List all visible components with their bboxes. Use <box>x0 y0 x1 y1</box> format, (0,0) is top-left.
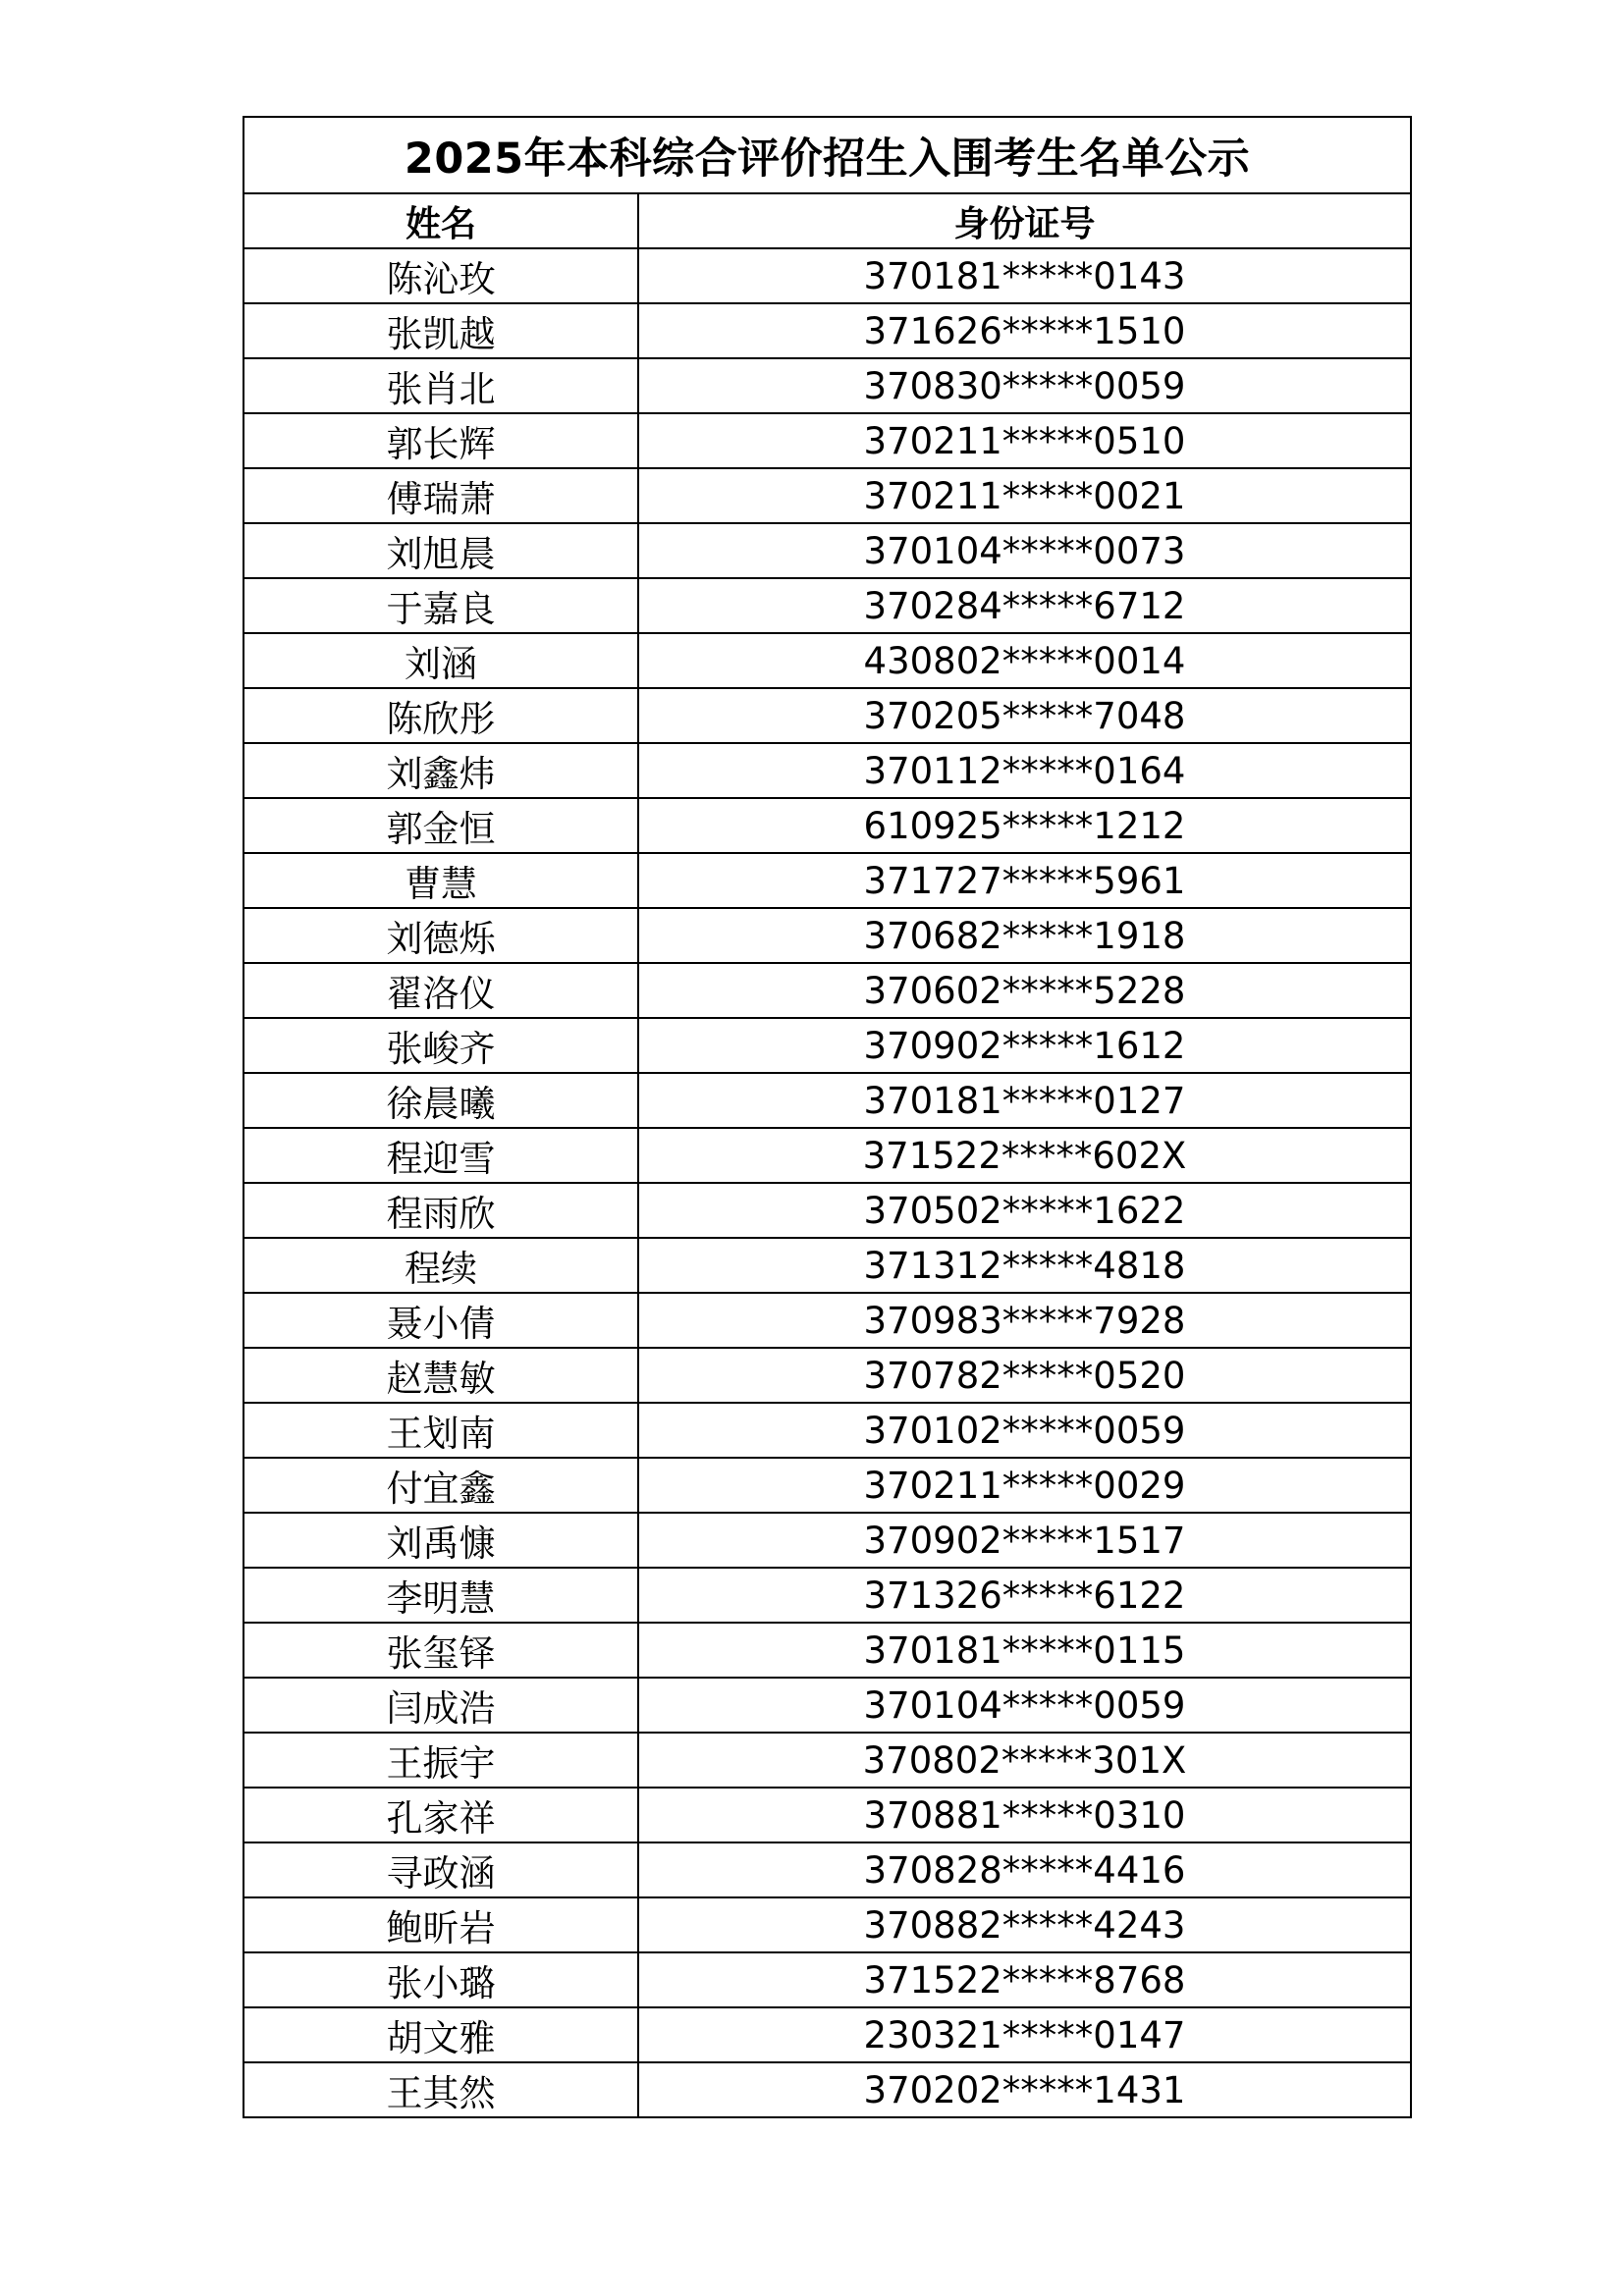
table-row <box>243 358 1411 413</box>
column-header-id: 身份证号 <box>638 193 1411 248</box>
table-row <box>243 1238 1411 1293</box>
cell-id-number: 370112*****0164 <box>638 743 1411 798</box>
cell-id-number: 370211*****0021 <box>638 468 1411 523</box>
cell-id-number: 370802*****301X <box>638 1733 1411 1788</box>
cell-name: 程雨欣 <box>243 1183 638 1238</box>
table-row <box>243 1348 1411 1403</box>
cell-name: 张玺铎 <box>243 1623 638 1678</box>
cell-name: 胡文雅 <box>243 2007 638 2062</box>
cell-name: 王振宇 <box>243 1733 638 1788</box>
cell-name: 张凯越 <box>243 303 638 358</box>
table-body <box>243 248 1411 2117</box>
cell-id-number: 370211*****0510 <box>638 413 1411 468</box>
cell-id-number: 430802*****0014 <box>638 633 1411 688</box>
table-row <box>243 1678 1411 1733</box>
cell-id-number: 370602*****5228 <box>638 963 1411 1018</box>
cell-name: 刘旭晨 <box>243 523 638 578</box>
cell-id-number: 370502*****1622 <box>638 1183 1411 1238</box>
table-row <box>243 1733 1411 1788</box>
table-row <box>243 908 1411 963</box>
cell-name: 程迎雪 <box>243 1128 638 1183</box>
table-row <box>243 1293 1411 1348</box>
cell-id-number: 370211*****0029 <box>638 1458 1411 1513</box>
cell-id-number: 610925*****1212 <box>638 798 1411 853</box>
table-row <box>243 1788 1411 1842</box>
table-row <box>243 1568 1411 1623</box>
table-row <box>243 1623 1411 1678</box>
table-row <box>243 1513 1411 1568</box>
table-row <box>243 1403 1411 1458</box>
table-row <box>243 248 1411 303</box>
cell-name: 赵慧敏 <box>243 1348 638 1403</box>
cell-name: 傅瑞萧 <box>243 468 638 523</box>
cell-name: 曹慧 <box>243 853 638 908</box>
table-row <box>243 1897 1411 1952</box>
table-row <box>243 688 1411 743</box>
table-row <box>243 2062 1411 2117</box>
table-row <box>243 1073 1411 1128</box>
table-row <box>243 303 1411 358</box>
cell-id-number: 370181*****0127 <box>638 1073 1411 1128</box>
cell-name: 翟洛仪 <box>243 963 638 1018</box>
cell-name: 鲍昕岩 <box>243 1897 638 1952</box>
cell-id-number: 370102*****0059 <box>638 1403 1411 1458</box>
cell-id-number: 370181*****0115 <box>638 1623 1411 1678</box>
cell-name: 李明慧 <box>243 1568 638 1623</box>
cell-name: 徐晨曦 <box>243 1073 638 1128</box>
cell-id-number: 370181*****0143 <box>638 248 1411 303</box>
cell-id-number: 370202*****1431 <box>638 2062 1411 2117</box>
cell-name: 寻政涵 <box>243 1842 638 1897</box>
cell-id-number: 371326*****6122 <box>638 1568 1411 1623</box>
cell-id-number: 371727*****5961 <box>638 853 1411 908</box>
cell-name: 闫成浩 <box>243 1678 638 1733</box>
table-row <box>243 633 1411 688</box>
cell-id-number: 371522*****602X <box>638 1128 1411 1183</box>
cell-name: 张肖北 <box>243 358 638 413</box>
cell-name: 王划南 <box>243 1403 638 1458</box>
table-row <box>243 1458 1411 1513</box>
table-row <box>243 1018 1411 1073</box>
table-row <box>243 1952 1411 2007</box>
cell-name: 孔家祥 <box>243 1788 638 1842</box>
table-row <box>243 523 1411 578</box>
cell-name: 王其然 <box>243 2062 638 2117</box>
cell-name: 张小璐 <box>243 1952 638 2007</box>
cell-id-number: 370104*****0073 <box>638 523 1411 578</box>
cell-name: 陈欣彤 <box>243 688 638 743</box>
title-row <box>243 117 1411 193</box>
table-row <box>243 853 1411 908</box>
cell-name: 刘鑫炜 <box>243 743 638 798</box>
cell-name: 郭长辉 <box>243 413 638 468</box>
cell-id-number: 370882*****4243 <box>638 1897 1411 1952</box>
cell-name: 刘德烁 <box>243 908 638 963</box>
cell-name: 刘禹慷 <box>243 1513 638 1568</box>
table-row <box>243 1183 1411 1238</box>
column-header-name: 姓名 <box>243 193 638 248</box>
cell-id-number: 371626*****1510 <box>638 303 1411 358</box>
header-row <box>243 193 1411 248</box>
cell-name: 刘涵 <box>243 633 638 688</box>
cell-id-number: 370881*****0310 <box>638 1788 1411 1842</box>
cell-id-number: 370983*****7928 <box>638 1293 1411 1348</box>
cell-id-number: 370828*****4416 <box>638 1842 1411 1897</box>
cell-name: 于嘉良 <box>243 578 638 633</box>
table-row <box>243 578 1411 633</box>
cell-name: 聂小倩 <box>243 1293 638 1348</box>
cell-name: 陈沁玫 <box>243 248 638 303</box>
table-row <box>243 963 1411 1018</box>
cell-id-number: 370682*****1918 <box>638 908 1411 963</box>
cell-name: 郭金恒 <box>243 798 638 853</box>
cell-id-number: 370284*****6712 <box>638 578 1411 633</box>
cell-id-number: 371312*****4818 <box>638 1238 1411 1293</box>
cell-name: 程续 <box>243 1238 638 1293</box>
cell-id-number: 370830*****0059 <box>638 358 1411 413</box>
cell-name: 张峻齐 <box>243 1018 638 1073</box>
table-row <box>243 468 1411 523</box>
cell-name: 付宜鑫 <box>243 1458 638 1513</box>
cell-id-number: 371522*****8768 <box>638 1952 1411 2007</box>
cell-id-number: 370205*****7048 <box>638 688 1411 743</box>
cell-id-number: 370782*****0520 <box>638 1348 1411 1403</box>
cell-id-number: 370902*****1517 <box>638 1513 1411 1568</box>
cell-id-number: 370902*****1612 <box>638 1018 1411 1073</box>
table-row <box>243 1128 1411 1183</box>
table-row <box>243 1842 1411 1897</box>
table-row <box>243 798 1411 853</box>
cell-id-number: 370104*****0059 <box>638 1678 1411 1733</box>
candidate-list-table <box>243 116 1412 2118</box>
document-title: 2025年本科综合评价招生入围考生名单公示 <box>243 117 1411 193</box>
table-row <box>243 413 1411 468</box>
cell-id-number: 230321*****0147 <box>638 2007 1411 2062</box>
table-row <box>243 2007 1411 2062</box>
table-row <box>243 743 1411 798</box>
